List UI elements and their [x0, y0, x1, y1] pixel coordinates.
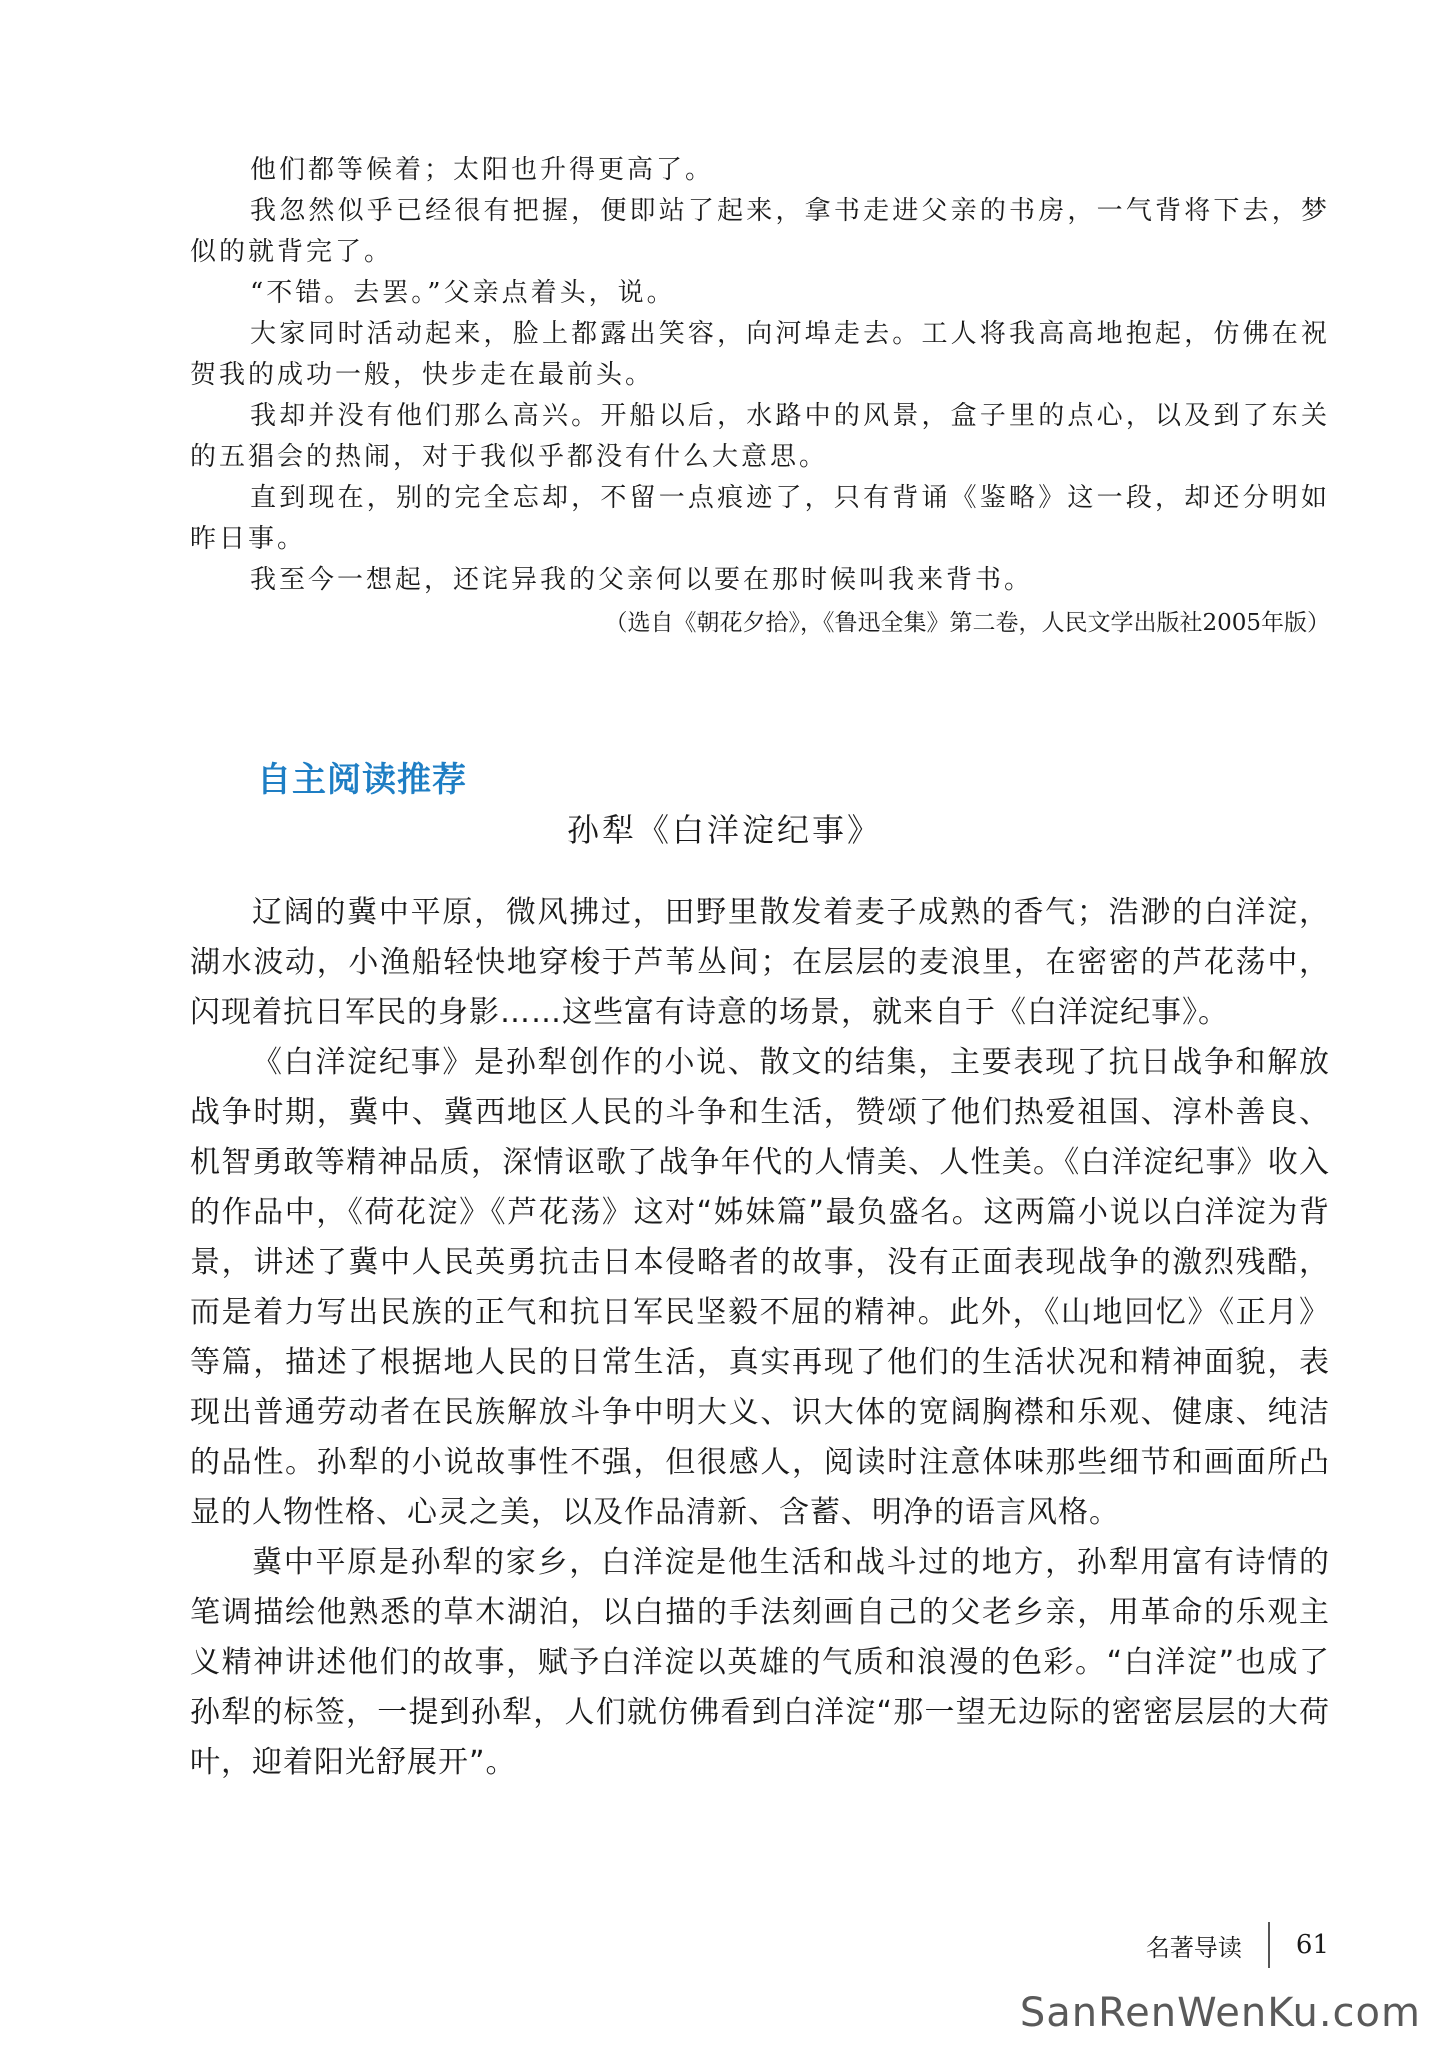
paragraph: 《白洋淀纪事》是孙犁创作的小说、散文的结集，主要表现了抗日战争和解放战争时期，冀中、冀西地区人民的斗争和生活，赞颂了他们热爱祖国、淳朴善良、机智勇敢等精神品质，深情讴歌了战争年代的人情美、人性美。《白洋淀纪事》收入的作品中，《荷花淀》《芦花荡》这对“姊妹篇”最负盛名。这两篇小说以白洋淀为背景，讲述了冀中人民英勇抗击日本侵略者的故事，没有正面表现战争的激烈残酷，而是着力写出民族的正气和抗日军民坚毅不屈的精神。此外，《山地回忆》《正月》等篇，描述了根据地人民的日常生活，真实再现了他们的生活状况和精神面貌，表现出普通劳动者在民族解放斗争中明大义、识大体的宽阔胸襟和乐观、健康、纯洁的品性。孙犁的小说故事性不强，但很感人，阅读时注意体味那些细节和画面所凸显的人物性格、心灵之美，以及作品清新、含蓄、明净的语言风格。	[190, 1045, 1330, 1530]
page-number: 61	[1295, 1930, 1329, 1960]
main-section	[190, 888, 1330, 1788]
paragraph: 直到现在，别的完全忘却，不留一点痕迹了，只有背诵《鉴略》这一段，却还分明如昨日事。	[190, 483, 1330, 554]
paragraph: “不错。去罢。”父亲点着头，说。	[250, 278, 676, 308]
watermark: SanRenWenKu.com	[1019, 1990, 1421, 2036]
paragraph: 冀中平原是孙犁的家乡，白洋淀是他生活和战斗过的地方，孙犁用富有诗情的笔调描绘他熟悉的草木湖泊，以白描的手法刻画自己的父老乡亲，用革命的乐观主义精神讲述他们的故事，赋予白洋淀以英雄的气质和浪漫的色彩。“白洋淀”也成了孙犁的标签，一提到孙犁，人们就仿佛看到白洋淀“那一望无边际的密密层层的大荷叶，迎着阳光舒展开”。	[190, 1545, 1330, 1780]
section-heading: 自主阅读推荐	[257, 760, 467, 800]
paragraph: 大家同时活动起来，脸上都露出笑容，向河埠走去。工人将我高高地抱起，仿佛在祝贺我的成功一般，快步走在最前头。	[190, 319, 1330, 390]
paragraph: 他们都等候着；太阳也升得更高了。	[250, 155, 715, 185]
top-section	[190, 150, 1330, 644]
page-footer	[1146, 1922, 1329, 1968]
paragraph: 我至今一想起，还诧异我的父亲何以要在那时候叫我来背书。	[250, 565, 1034, 595]
paragraph: 我却并没有他们那么高兴。开船以后，水路中的风景，盒子里的点心，以及到了东关的五猖会的热闹，对于我似乎都没有什么大意思。	[190, 401, 1330, 472]
paragraph: 辽阔的冀中平原，微风拂过，田野里散发着麦子成熟的香气；浩渺的白洋淀，湖水波动，小渔船轻快地穿梭于芦苇丛间；在层层的麦浪里，在密密的芦花荡中，闪现着抗日军民的身影……这些富有诗意的场景，就来自于《白洋淀纪事》。	[190, 895, 1330, 1030]
paragraph: 我忽然似乎已经很有把握，便即站了起来，拿书走进父亲的书房，一气背将下去，梦似的就背完了。	[190, 196, 1330, 267]
footer-book-name: 名著导读	[1145, 1933, 1242, 1962]
footer-divider	[1268, 1922, 1270, 1968]
source-note: （选自《朝花夕拾》，《鲁迅全集》第二卷，人民文学出版社2005年版）	[604, 610, 1330, 636]
book-title: 孙犁《白洋淀纪事》	[566, 811, 882, 849]
